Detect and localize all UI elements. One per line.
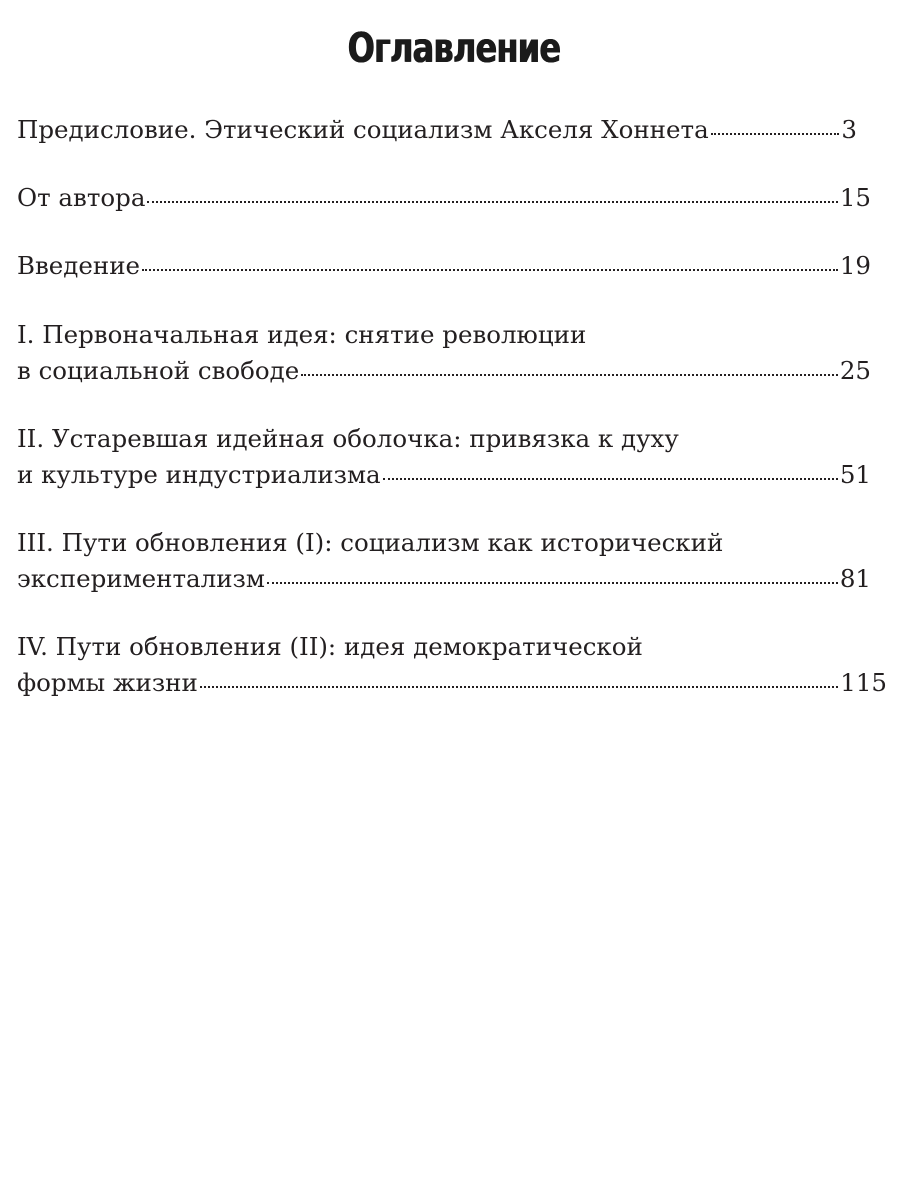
toc-entry-from-author[interactable]: [17, 180, 871, 216]
dot-leader: [142, 269, 838, 271]
toc-entry-title: Введение: [17, 251, 141, 280]
toc-entry-row: [17, 665, 887, 701]
toc-entry-preface[interactable]: [17, 112, 857, 148]
dot-leader: [301, 374, 838, 376]
toc-entry-title: Предисловие. Этический социализм Акселя Хоннета: [17, 115, 709, 144]
page-title: Оглавление: [347, 24, 561, 72]
dot-leader: [383, 478, 838, 480]
dot-leader: [267, 582, 838, 584]
toc-entry-introduction[interactable]: [17, 248, 871, 284]
toc-entry-title: От автора: [17, 183, 146, 212]
toc-entry-title-line: IV. Пути обновления (II): идея демократической: [17, 632, 643, 661]
toc-entry-row: [17, 112, 857, 148]
toc-entry-title: в социальной свободе: [17, 356, 300, 385]
toc-entry-row: [17, 353, 871, 389]
toc-entry-page-number: 19: [839, 251, 871, 280]
dot-leader: [711, 133, 840, 135]
toc-entry-page-number: 115: [840, 668, 887, 697]
toc-entry-page-number: 51: [839, 460, 871, 489]
toc-entry-chapter-2[interactable]: [17, 421, 871, 493]
toc-entry-row: [17, 248, 871, 284]
dot-leader: [200, 686, 838, 688]
toc-entry-title-line: II. Устаревшая идейная оболочка: привязка к духу: [17, 424, 679, 453]
toc-entry-title-line: I. Первоначальная идея: снятие революции: [17, 320, 587, 349]
toc-entry-chapter-4[interactable]: [17, 629, 887, 701]
toc-entry-title: экспериментализм: [17, 564, 265, 593]
toc-entry-chapter-3[interactable]: [17, 525, 871, 597]
toc-entry-title-line: III. Пути обновления (I): социализм как исторический: [17, 528, 724, 557]
toc-entry-page-number: 25: [839, 356, 871, 385]
toc-entry-row: [17, 457, 871, 493]
toc-entry-page-number: 3: [841, 115, 857, 144]
toc-entry-title: формы жизни: [17, 668, 198, 697]
dot-leader: [147, 201, 837, 203]
toc-entry-row: [17, 180, 871, 216]
toc-entry-title: и культуре индустриализма: [17, 460, 381, 489]
toc-entry-page-number: 81: [839, 564, 871, 593]
toc-entry-row: [17, 561, 871, 597]
toc-entry-chapter-1[interactable]: [17, 317, 871, 389]
toc-entry-page-number: 15: [839, 183, 871, 212]
